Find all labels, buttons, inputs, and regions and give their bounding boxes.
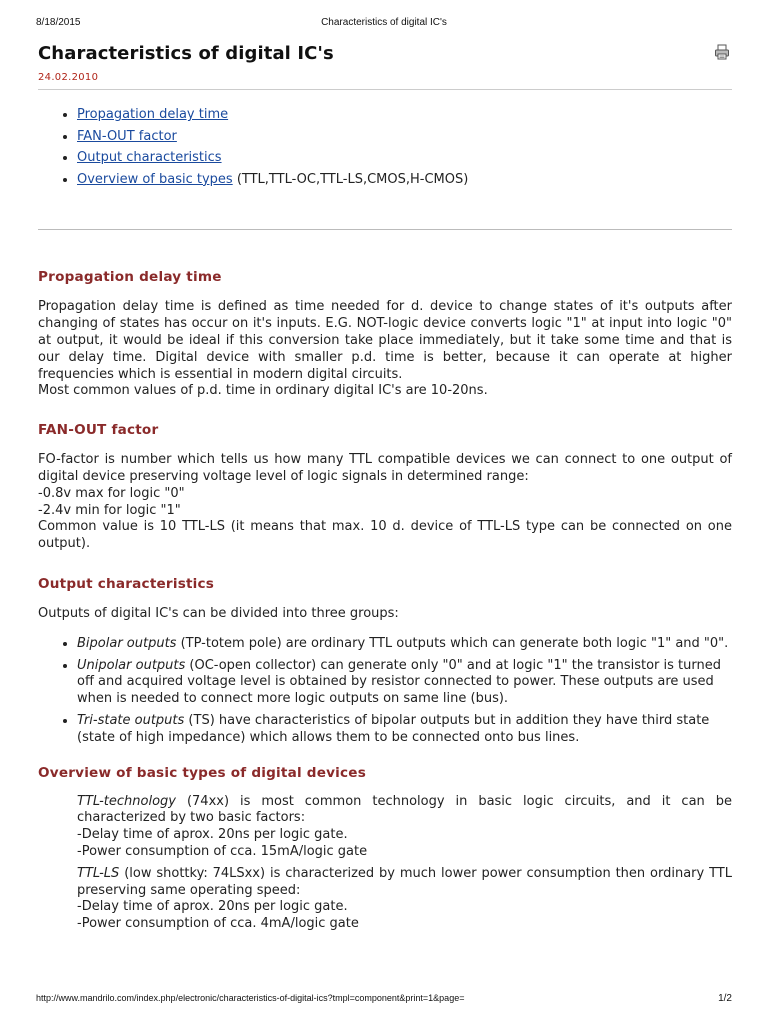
toc-link-overview[interactable]: Overview of basic types xyxy=(77,171,233,187)
date-rule xyxy=(38,89,732,90)
print-url: http://www.mandrilo.com/index.php/electronic/characteristics-of-digital-ics?tmpl=component&print=1&page= xyxy=(36,993,465,1003)
fanout-common-value: Common value is 10 TTL-LS (it means that max. 10 d. device of TTL-LS type can be connected on one output). xyxy=(38,519,732,552)
ttl-ls-term: TTL-LS xyxy=(77,865,120,881)
output-type-desc: (OC-open collector) can generate only "0" and at logic "1" the transistor is turned off and acquired voltage level is obtained by resistor connected to power. These outputs are used when is needed to connect more logic outputs on same line (bus). xyxy=(77,657,721,707)
overview-block-ttl xyxy=(38,794,732,861)
section-heading-output: Output characteristics xyxy=(38,575,215,592)
output-types-list xyxy=(38,636,732,747)
toc-item xyxy=(77,147,732,169)
section-heading-propagation: Propagation delay time xyxy=(38,269,222,286)
toc-link-fanout[interactable]: FAN-OUT factor xyxy=(77,128,177,144)
ttl-ls-power: -Power consumption of cca. 4mA/logic gate xyxy=(77,916,359,932)
page-number: 1/2 xyxy=(718,993,732,1004)
fanout-logic0-level: -0.8v max for logic "0" xyxy=(38,485,185,501)
toc-item xyxy=(77,169,732,191)
toc-item xyxy=(77,126,732,148)
toc-link-output[interactable]: Output characteristics xyxy=(77,150,222,166)
output-type-desc: (TP-totem pole) are ordinary TTL outputs which can generate both logic "1" and "0". xyxy=(176,635,729,651)
section-heading-fanout: FAN-OUT factor xyxy=(38,422,159,439)
output-type-desc: (TS) have characteristics of bipolar outputs but in addition they have third state (state of high impedance) which allows them to be connected onto bus lines. xyxy=(77,712,710,745)
output-type-term: Tri-state outputs xyxy=(77,712,185,728)
toc-link-propagation[interactable]: Propagation delay time xyxy=(77,107,229,122)
output-type-term: Bipolar outputs xyxy=(77,635,177,651)
print-date: 8/18/2015 xyxy=(36,17,81,28)
propagation-paragraph: Propagation delay time is defined as time needed for d. device to change states of it's outputs after changing of states has occur on it's inputs. E.G. NOT-logic device converts logic "1" at input into logic "0" at output, it would be ideal if this conversion take place immediately, but it take some time and that is our delay time. Digital device with smaller p.d. time is better, because it can operate at higher frequencies which is essential in modern digital circuits. xyxy=(38,299,732,382)
output-type-term: Unipolar outputs xyxy=(77,657,186,673)
toc-item-suffix: (TTL,TTL-OC,TTL-LS,CMOS,H-CMOS) xyxy=(232,171,469,187)
ttl-delay: -Delay time of aprox. 20ns per logic gate. xyxy=(77,827,348,843)
article xyxy=(38,40,732,933)
list-item xyxy=(77,658,732,708)
list-item xyxy=(77,713,732,747)
article-title: Characteristics of digital IC's xyxy=(38,43,334,64)
fanout-logic1-level: -2.4v min for logic "1" xyxy=(38,502,181,518)
section-separator xyxy=(38,229,732,230)
publish-date: 24.02.2010 xyxy=(38,72,99,83)
output-intro: Outputs of digital IC's can be divided into three groups: xyxy=(38,605,399,621)
ttl-term: TTL-technology xyxy=(77,793,176,809)
section-heading-overview: Overview of basic types of digital devices xyxy=(38,764,367,781)
ttl-ls-delay: -Delay time of aprox. 20ns per logic gate. xyxy=(77,899,348,915)
table-of-contents xyxy=(38,104,732,190)
ttl-power: -Power consumption of cca. 15mA/logic gate xyxy=(77,843,368,859)
toc-item xyxy=(77,104,732,126)
printer-icon[interactable] xyxy=(714,44,730,60)
list-item xyxy=(77,636,732,653)
propagation-common-values: Most common values of p.d. time in ordinary digital IC's are 10-20ns. xyxy=(38,383,488,399)
print-header xyxy=(36,17,732,31)
print-page-title: Characteristics of digital IC's xyxy=(321,17,447,28)
print-footer xyxy=(36,993,732,1007)
ttl-desc: (74xx) is most common technology in basic logic circuits, and it can be characterized by two basic factors: xyxy=(77,793,732,826)
overview-block-ttl-ls xyxy=(38,866,732,933)
ttl-ls-desc: (low shottky: 74LSxx) is characterized by much lower power consumption then ordinary TTL preserving same operating speed: xyxy=(77,865,732,898)
fanout-paragraph: FO-factor is number which tells us how many TTL compatible devices we can connect to one output of digital device preserving voltage level of logic signals in determined range: xyxy=(38,452,732,484)
